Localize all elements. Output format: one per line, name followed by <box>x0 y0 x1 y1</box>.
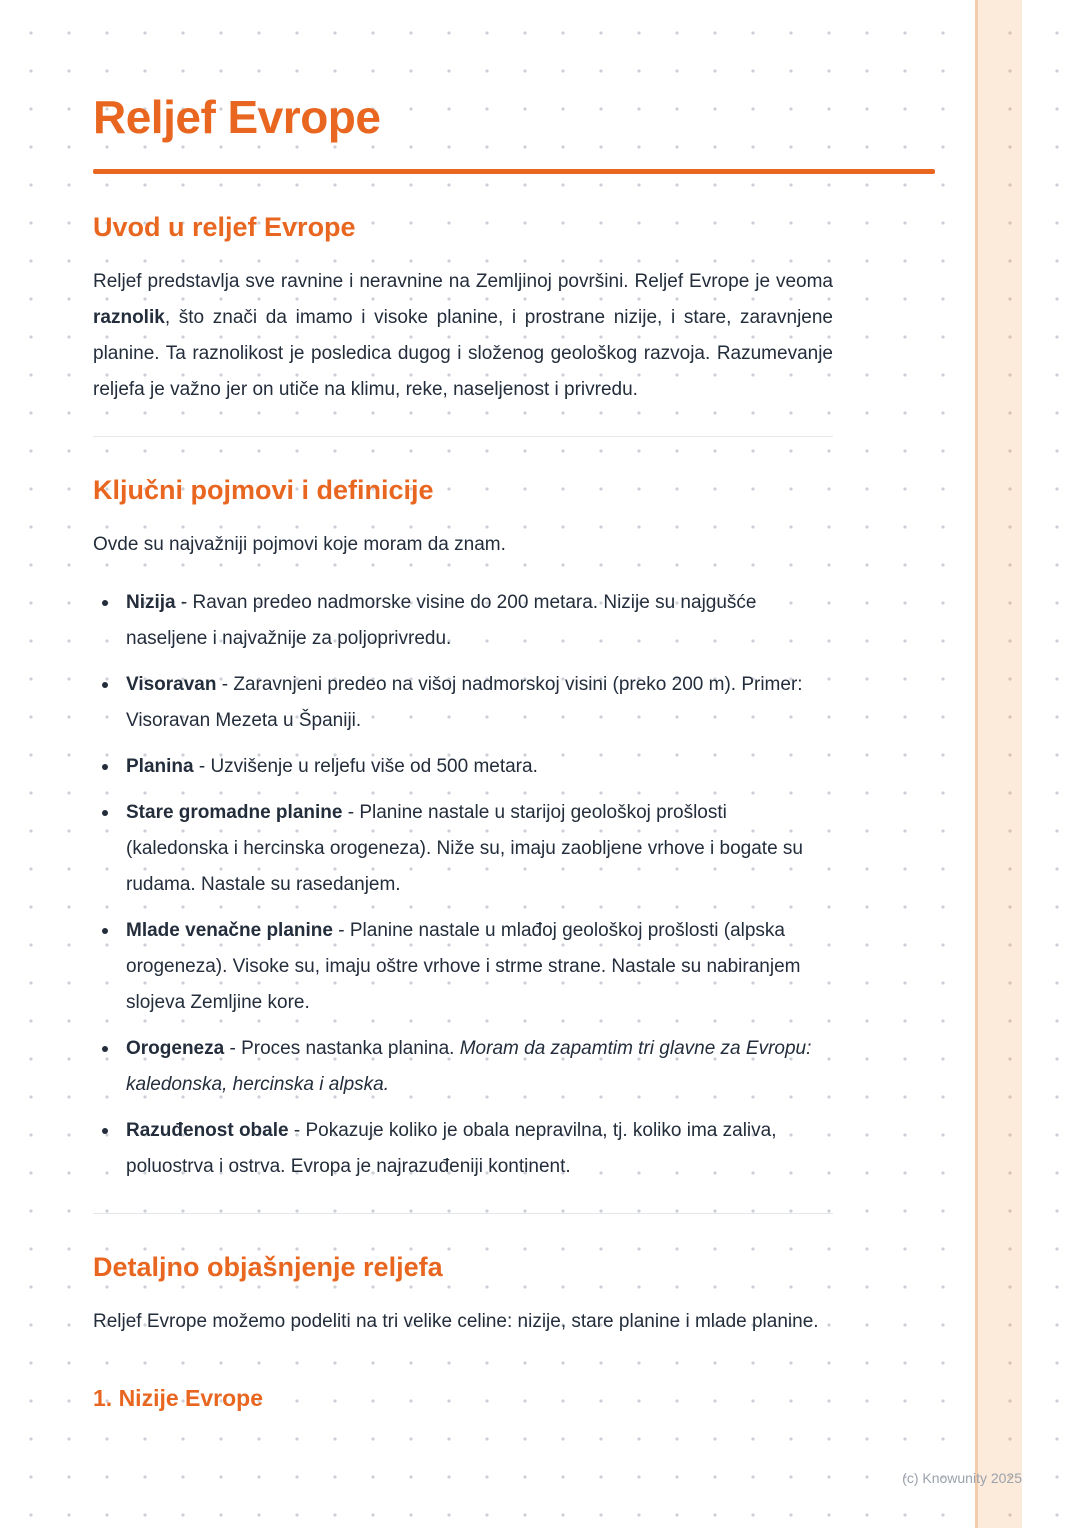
document-content <box>93 0 935 1412</box>
term-text: - Ravan predeo nadmorske visine do 200 metara. Nizije su najgušće naseljene i najvažnije za poljoprivredu. <box>126 591 757 649</box>
page-title: Reljef Evrope <box>93 91 381 143</box>
term-text: - Pokazuje koliko je obala nepravilna, tj. koliko ima zaliva, poluostrva i ostrva. Evropa je najrazuđeniji kontinent. <box>126 1119 777 1177</box>
term-label: Visoravan <box>126 673 217 695</box>
term-text: - Proces nastanka planina. <box>224 1037 460 1059</box>
footer-credit: (c) Knowunity 2025 <box>902 1470 1022 1486</box>
term-label: Nizija <box>126 591 176 613</box>
right-margin-strip <box>975 0 1022 1528</box>
section-divider <box>93 436 833 437</box>
list-item <box>93 795 833 903</box>
key-terms-intro: Ovde su najvažniji pojmovi koje moram da znam. <box>93 533 506 555</box>
term-label: Razuđenost obale <box>126 1119 289 1141</box>
term-text: - Uzvišenje u reljefu više od 500 metara. <box>193 755 538 777</box>
detail-paragraph: Reljef Evrope možemo podeliti na tri velike celine: nizije, stare planine i mlade planine. <box>93 1310 819 1332</box>
list-item <box>93 1113 833 1185</box>
intro-paragraph-rest: , što znači da imamo i visoke planine, i prostrane nizije, i stare, zaravnjene planine. Ta raznolikost je posledica dugog i složenog geološkog razvoja. Razumevanje reljefa je važno jer on utiče na klimu, reke, naseljenost i privredu. <box>93 306 833 400</box>
term-label: Stare gromadne planine <box>126 801 343 823</box>
section-heading-detail: Detaljno objašnjenje reljefa <box>93 1251 443 1282</box>
list-item <box>93 585 833 657</box>
intro-paragraph <box>93 264 833 408</box>
term-label: Orogeneza <box>126 1037 225 1059</box>
intro-paragraph-start: Reljef predstavlja sve ravnine i neravnine na Zemljinoj površini. Reljef Evrope je veoma <box>93 270 833 292</box>
intro-paragraph-bold: raznolik <box>93 306 165 328</box>
list-item <box>93 749 833 785</box>
term-note-italic: Moram da zapamtim tri glavne za Evropu: kaledonska, hercinska i alpska. <box>126 1037 812 1095</box>
term-text: - Zaravnjeni predeo na višoj nadmorskoj visini (preko 200 m). Primer: Visoravan Mezeta u Španiji. <box>126 673 803 731</box>
title-underline <box>93 169 935 174</box>
list-item <box>93 667 833 739</box>
list-item <box>93 1031 833 1103</box>
key-terms-list <box>93 585 833 1185</box>
term-label: Planina <box>126 755 194 777</box>
subheading-nizije-evrope: 1. Nizije Evrope <box>93 1384 264 1411</box>
section-divider <box>93 1213 833 1214</box>
list-item <box>93 913 833 1021</box>
section-heading-key-terms: Ključni pojmovi i definicije <box>93 474 434 505</box>
term-text: - Planine nastale u mlađoj geološkoj prošlosti (alpska orogeneza). Visoke su, imaju oštre vrhove i strme strane. Nastale su nabiranjem slojeva Zemljine kore. <box>126 919 801 1013</box>
term-label: Mlade venačne planine <box>126 919 333 941</box>
section-heading-intro: Uvod u reljef Evrope <box>93 211 356 242</box>
term-text: - Planine nastale u starijoj geološkoj prošlosti (kaledonska i hercinska orogeneza). Niže su, imaju zaobljene vrhove i bogate su rudama. Nastale su rasedanjem. <box>126 801 803 895</box>
